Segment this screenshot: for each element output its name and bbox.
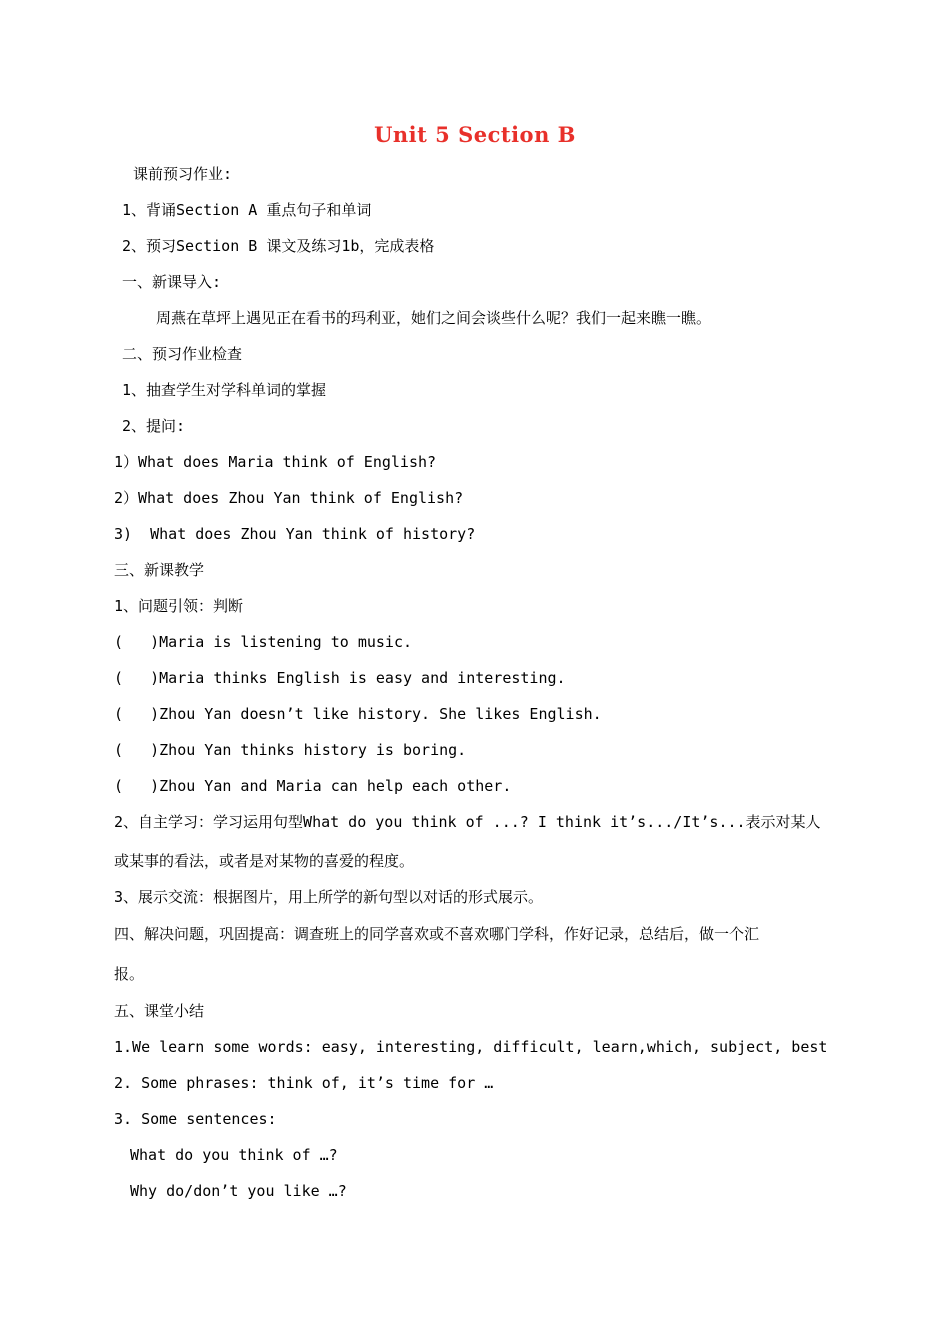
teaching-item-3: 3、展示交流：根据图片，用上所学的新句型以对话的形式展示。 bbox=[114, 888, 544, 906]
teaching-item-2-continued: 或某事的看法，或者是对某物的喜爱的程度。 bbox=[114, 852, 415, 870]
preview-item-2: 2、预习Section B 课文及练习1b，完成表格 bbox=[122, 237, 435, 255]
section-5-heading: 五、课堂小结 bbox=[114, 1002, 205, 1020]
teaching-item-1: 1、问题引领：判断 bbox=[114, 597, 244, 615]
summary-words: 1.We learn some words: easy, interesting, difficult, learn,which, subject, best bbox=[114, 1038, 828, 1056]
preview-homework-heading: 课前预习作业: bbox=[133, 165, 233, 183]
summary-sentence-2: Why do/don’t you like …? bbox=[130, 1182, 347, 1200]
summary-phrases: 2. Some phrases: think of, it’s time for … bbox=[114, 1074, 494, 1092]
summary-sentence-1: What do you think of …? bbox=[130, 1146, 338, 1164]
judge-statement-2: ( )Maria thinks English is easy and interesting. bbox=[114, 669, 566, 687]
question-1: 1）What does Maria think of English? bbox=[114, 453, 437, 471]
section-4-heading: 四、解决问题，巩固提高：调查班上的同学喜欢或不喜欢哪门学科，作好记录，总结后，做一个汇 bbox=[114, 925, 760, 943]
judge-statement-4: ( )Zhou Yan thinks history is boring. bbox=[114, 741, 467, 759]
judge-statement-5: ( )Zhou Yan and Maria can help each other. bbox=[114, 777, 512, 795]
section-4-continued: 报。 bbox=[114, 965, 145, 983]
check-item-1: 1、抽查学生对学科单词的掌握 bbox=[122, 381, 327, 399]
teaching-item-2: 2、自主学习：学习运用句型What do you think of ...? I think it’s.../It’s...表示对某人 bbox=[114, 813, 821, 831]
document-title: Unit 5 Section B bbox=[374, 122, 576, 147]
section-3-heading: 三、新课教学 bbox=[114, 561, 205, 579]
preview-item-1: 1、背诵Section A 重点句子和单词 bbox=[122, 201, 372, 219]
judge-statement-3: ( )Zhou Yan doesn’t like history. She likes English. bbox=[114, 705, 602, 723]
summary-sentences-heading: 3. Some sentences: bbox=[114, 1110, 277, 1128]
section-1-heading: 一、新课导入: bbox=[122, 273, 222, 291]
check-item-2: 2、提问: bbox=[122, 417, 186, 435]
section-2-heading: 二、预习作业检查 bbox=[122, 345, 243, 363]
question-3: 3) What does Zhou Yan think of history? bbox=[114, 525, 476, 543]
question-2: 2）What does Zhou Yan think of English? bbox=[114, 489, 464, 507]
judge-statement-1: ( )Maria is listening to music. bbox=[114, 633, 413, 651]
intro-paragraph: 周燕在草坪上遇见正在看书的玛利亚，她们之间会谈些什么呢？我们一起来瞧一瞧。 bbox=[156, 309, 712, 327]
